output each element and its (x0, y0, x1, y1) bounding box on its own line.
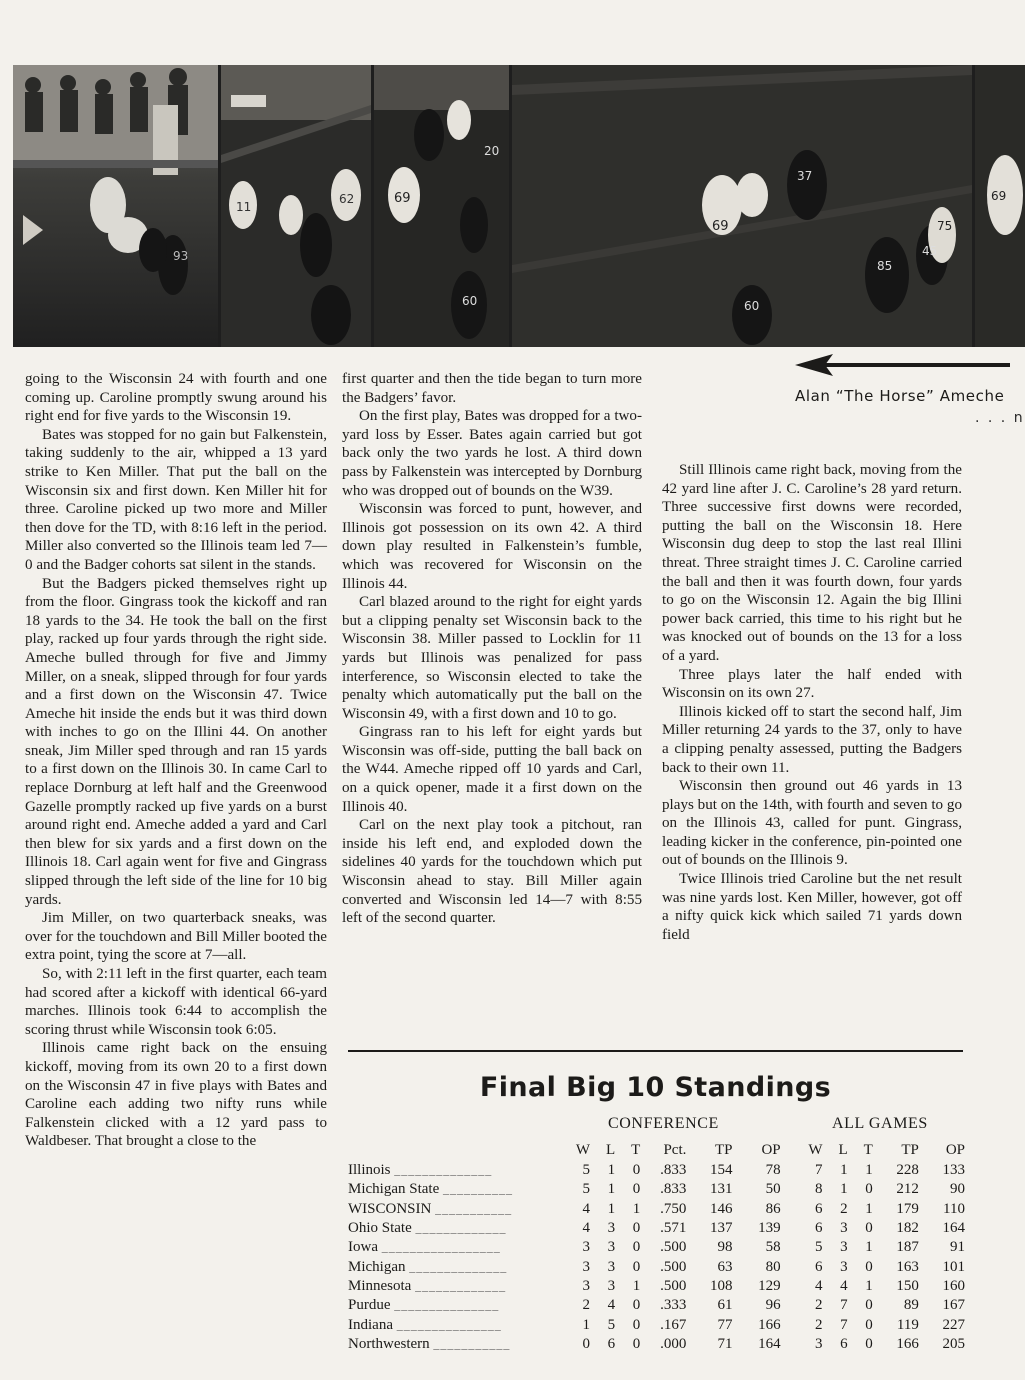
stat-cell: 131 (709, 1181, 733, 1198)
stat-cell: 166 (896, 1335, 919, 1352)
team-name: Purdue (348, 1297, 391, 1314)
stat-cell: 71 (717, 1335, 733, 1352)
paragraph: Carl on the next play took a pitchout, ran inside his left end, and exploded down the sidelines 40 yards for the touchdown which put Wisconsin ahead to stay. Bill Miller again converted and Wisconsin led 14—7 with 8:55 left of the second quarter. (342, 817, 642, 927)
stat-cell: 137 (709, 1220, 733, 1237)
stat-cell: 182 (896, 1220, 919, 1237)
stat-cell: .750 (660, 1200, 687, 1217)
leader-dots: _____________ (415, 1221, 507, 1236)
column-header: W (575, 1141, 591, 1158)
stat-cell: 63 (717, 1258, 733, 1275)
paragraph: Gingrass ran to his left for eight yards but Wisconsin was off-side, putting the ball back on the W44. Ameche ripped off 10 yards and Carl, on a quick opener, made it a first down on the Illinois 40. (342, 724, 642, 815)
stat-cell: 139 (758, 1220, 781, 1237)
stat-cell: 89 (903, 1297, 919, 1314)
jersey-number: 60 (462, 294, 478, 308)
stat-cell: 164 (942, 1220, 965, 1237)
paragraph: Illinois kicked off to start the second half, Jim Miller returning 24 yards to the 37, only to have a clipping penalty assessed, putting the Badgers back to their own 11. (662, 703, 962, 776)
paragraph: Wisconsin was forced to punt, however, and Illinois got possession on its own 42. A third down play resulted in Falkenstein’s fumble, which was recovered for Wisconsin on the Illinois 44. (342, 501, 642, 592)
stat-cell: 1 (607, 1181, 616, 1198)
paragraph: Twice Illinois tried Caroline but the net result was nine yards lost. Ken Miller, however, got off a nifty quick kick which sailed 71 yards down field (662, 871, 962, 943)
stat-cell: .000 (660, 1335, 687, 1352)
stat-cell: 5 (607, 1316, 616, 1333)
football-photo-strip (13, 65, 1025, 347)
stat-cell: 1 (840, 1162, 848, 1179)
stat-cell: 212 (896, 1181, 919, 1198)
standings-table (348, 1139, 968, 1354)
leader-dots: ___________ (433, 1336, 511, 1351)
stat-cell: 3 (607, 1258, 616, 1275)
table-row (348, 1238, 968, 1257)
table-row (348, 1257, 968, 1276)
stat-cell: 0 (582, 1335, 591, 1352)
arrow-left-icon (795, 352, 1010, 378)
stat-cell: 7 (840, 1316, 848, 1333)
stat-cell: 0 (632, 1162, 641, 1179)
leader-dots: _____________ (415, 1278, 507, 1293)
stat-cell: 3 (840, 1258, 848, 1275)
team-name: Northwestern (348, 1335, 430, 1352)
table-row (348, 1180, 968, 1199)
paragraph: Bates was stopped for no gain but Falkenstein, taking suddenly to the air, whipped a 13 yard strike to Ken Miller. That put the ball on the Wisconsin six and first down. Ken Miller hit for three. Caroline picked up two more and Miller then dove for the TD, with 8:16 left in the period. Miller also converted so the Illinois team led 7—0 and the Badger cohorts sat silent in the stands. (25, 426, 327, 573)
stat-cell: 78 (765, 1162, 781, 1179)
stat-cell: 228 (896, 1162, 919, 1179)
stat-cell: 163 (896, 1258, 919, 1275)
stat-cell: 179 (896, 1200, 919, 1217)
table-row (348, 1219, 968, 1238)
stat-cell: 8 (815, 1181, 823, 1198)
stat-cell: 4 (840, 1277, 848, 1294)
stat-cell: 3 (607, 1220, 616, 1237)
column-header: L (838, 1141, 848, 1158)
team-cell (348, 1219, 570, 1238)
paragraph: So, with 2:11 left in the first quarter, each team had scored after a kickoff with identical 66-yard marches. Illinois took 6:44 to accomplish the scoring thrust while Wisconsin took 6:05. (25, 966, 327, 1038)
stat-cell: 6 (815, 1220, 823, 1237)
team-name: Minnesota (348, 1277, 412, 1294)
stat-cell: 1 (582, 1316, 591, 1333)
team-cell (348, 1335, 570, 1354)
stat-cell: 108 (709, 1277, 733, 1294)
stat-cell: 98 (717, 1239, 733, 1256)
stat-cell: .571 (660, 1220, 687, 1237)
jersey-number: 69 (991, 189, 1007, 203)
photo-panel-5 (975, 65, 1025, 347)
article-column-2 (342, 370, 642, 928)
paragraph: Illinois came right back on the ensuing kickoff, moving from its own 20 to a first down on the Wisconsin 47 in five plays with Bates and Caroline each adding two nifty runs while Falkenstein clicked with a 12 yard pass to Waldbeser. That brought a close to the (25, 1040, 327, 1150)
table-row (348, 1200, 968, 1219)
leader-dots: ___________ (435, 1201, 513, 1216)
stat-cell: 96 (765, 1297, 781, 1314)
stat-cell: 91 (950, 1239, 965, 1256)
photo-caption-continuation: . . . n (975, 410, 1025, 426)
stat-cell: 150 (896, 1277, 919, 1294)
team-name: Michigan State (348, 1181, 440, 1198)
team-cell (348, 1180, 570, 1199)
table-row (348, 1296, 968, 1315)
all-games-header: ALL GAMES (832, 1115, 928, 1132)
jersey-number: 45 (922, 244, 938, 258)
stat-cell: 4 (607, 1297, 616, 1314)
leader-dots: __________ (442, 1182, 513, 1197)
stat-cell: 86 (765, 1200, 781, 1217)
stat-cell: 1 (865, 1277, 873, 1294)
stat-cell: 0 (865, 1335, 873, 1352)
stat-cell: 160 (942, 1277, 965, 1294)
table-row (348, 1277, 968, 1296)
section-divider (348, 1050, 963, 1052)
paragraph: first quarter and then the tide began to turn more the Badgers’ favor. (342, 371, 642, 406)
stat-cell: 0 (632, 1297, 641, 1314)
stat-cell: .500 (660, 1277, 687, 1294)
stat-cell: 6 (815, 1200, 823, 1217)
article-column-1 (25, 370, 327, 1151)
standings-rows (348, 1161, 968, 1354)
stat-cell: 50 (765, 1181, 781, 1198)
jersey-number: 37 (797, 169, 813, 183)
photo-panel-4 (512, 65, 972, 347)
stat-cell: 146 (709, 1200, 733, 1217)
stat-cell: 154 (709, 1162, 733, 1179)
jersey-number: 75 (937, 219, 953, 233)
leader-dots: _______________ (396, 1317, 502, 1332)
photo-panel-3 (374, 65, 509, 347)
leader-dots: ______________ (409, 1259, 508, 1274)
stat-cell: 7 (840, 1297, 848, 1314)
paragraph: But the Badgers picked themselves right up from the floor. Gingrass took the kickoff and ran 18 yards to the 34. He took the ball on the first play, racked up four yards through the right side. Ameche bulled through for five and Jimmy Miller, on a sneak, slipped through for four yards and a first down on the Wisconsin 47. Twice Ameche hit inside the ends but it was third down with inches to go on the Illini 44. On another sneak, Jim Miller sped through and ran 15 yards to a first down on the Illinois 30. In came Carl to replace Dornburg at left half and the Greenwood Gazelle promptly racked up five yards on a burst around right end. Ameche added a yard and Carl then blew for six yards and a first down on the Illinois 18. Carl again went for five and Gingrass slipped through the left side of the line for 10 big yards. (25, 575, 327, 908)
jersey-number: 20 (484, 144, 500, 158)
team-cell (348, 1257, 570, 1276)
stat-cell: 0 (865, 1297, 873, 1314)
column-header: TP (901, 1141, 919, 1158)
paragraph: Three plays later the half ended with Wisconsin on its own 27. (662, 666, 962, 702)
column-header: T (863, 1141, 873, 1158)
stat-cell: 0 (632, 1239, 641, 1256)
stat-cell: 6 (607, 1335, 616, 1352)
stat-cell: 110 (943, 1200, 965, 1217)
leader-dots: _________________ (381, 1240, 501, 1255)
stat-cell: 129 (758, 1277, 781, 1294)
table-row (348, 1161, 968, 1180)
stat-cell: 3 (840, 1220, 848, 1237)
stat-cell: 77 (717, 1316, 733, 1333)
stat-cell: 3 (815, 1335, 823, 1352)
photo-panel-2 (221, 65, 371, 347)
stat-cell: 4 (815, 1277, 823, 1294)
stat-cell: 1 (607, 1200, 616, 1217)
stat-cell: 3 (582, 1277, 591, 1294)
paragraph: Still Illinois came right back, moving from the 42 yard line after J. C. Caroline’s 28 yard return. Three successive first downs were recorded, putting the ball on the Wisconsin 18. Here Wisconsin dug deep to stop the last real Illini threat. Three straight times J. C. Caroline carried the ball and then it was fourth down, four yards to go on the Wisconsin 12. Again the big Illini power back carried, this time to his right but he was knocked out of bounds on the 13 for a loss of a yard. (662, 462, 962, 664)
team-name: Indiana (348, 1316, 393, 1333)
paragraph: Wisconsin then ground out 46 yards in 13 plays but on the 14th, with fourth and seven to go on the Illinois 43, called for punt. Gingrass, leading kicker in the conference, pin-pointed one out of bounds on the Illinois 9. (662, 778, 962, 869)
stat-cell: 5 (815, 1239, 823, 1256)
team-name: Iowa (348, 1239, 378, 1256)
stat-cell: 187 (896, 1239, 919, 1256)
column-header: OP (761, 1141, 781, 1158)
jersey-number: 11 (236, 200, 252, 214)
stat-cell: 1 (865, 1239, 873, 1256)
stat-cell: 0 (632, 1335, 641, 1352)
stat-cell: 3 (840, 1239, 848, 1256)
jersey-number: 85 (877, 259, 893, 273)
stat-cell: 0 (865, 1181, 873, 1198)
stat-cell: 1 (632, 1200, 641, 1217)
column-header: L (606, 1141, 616, 1158)
team-name: WISCONSIN (348, 1200, 432, 1217)
stat-cell: 166 (758, 1316, 781, 1333)
column-header: OP (945, 1141, 965, 1158)
stat-cell: 58 (765, 1239, 781, 1256)
stat-cell: 7 (815, 1162, 823, 1179)
stat-cell: 3 (582, 1239, 591, 1256)
stat-cell: 2 (815, 1316, 823, 1333)
leader-dots: ______________ (394, 1163, 493, 1178)
stat-cell: 0 (865, 1220, 873, 1237)
stat-cell: 0 (865, 1258, 873, 1275)
column-header: Pct. (663, 1141, 687, 1158)
paragraph: going to the Wisconsin 24 with fourth and one coming up. Caroline promptly swung around his right end for five yards to the Wisconsin 19. (25, 371, 327, 425)
stat-cell: 4 (582, 1200, 591, 1217)
stat-cell: 205 (942, 1335, 965, 1352)
stat-cell: 1 (865, 1162, 873, 1179)
conference-header: CONFERENCE (608, 1115, 719, 1132)
stat-cell: 4 (582, 1220, 591, 1237)
stat-cell: .833 (660, 1181, 687, 1198)
team-cell (348, 1200, 570, 1219)
team-cell (348, 1161, 570, 1180)
stat-cell: 2 (582, 1297, 591, 1314)
stat-cell: 2 (815, 1297, 823, 1314)
stat-cell: 61 (717, 1297, 733, 1314)
stat-cell: 101 (942, 1258, 965, 1275)
stat-cell: 164 (758, 1335, 781, 1352)
stat-cell: 5 (582, 1181, 591, 1198)
stat-cell: 0 (632, 1181, 641, 1198)
table-row (348, 1335, 968, 1354)
team-cell (348, 1238, 570, 1257)
jersey-number: 62 (339, 192, 355, 206)
leader-dots: _______________ (394, 1298, 500, 1313)
stat-cell: 0 (632, 1258, 641, 1275)
article-column-3 (662, 461, 962, 944)
stat-cell: 5 (582, 1162, 591, 1179)
table-header-row (348, 1139, 968, 1161)
column-header: W (808, 1141, 823, 1158)
stat-cell: .500 (660, 1239, 687, 1256)
stat-cell: 0 (632, 1316, 641, 1333)
stat-cell: 3 (582, 1258, 591, 1275)
stat-cell: 1 (865, 1200, 873, 1217)
standings-title: Final Big 10 Standings (479, 1072, 832, 1103)
stat-cell: 1 (840, 1181, 848, 1198)
stat-cell: 0 (865, 1316, 873, 1333)
team-cell (348, 1296, 570, 1315)
jersey-number: 69 (712, 219, 729, 234)
stat-cell: 227 (942, 1316, 965, 1333)
team-name: Illinois (348, 1162, 391, 1179)
jersey-number: 69 (394, 191, 411, 206)
stat-cell: .333 (660, 1297, 687, 1314)
stat-cell: 119 (896, 1316, 919, 1333)
jersey-number: 60 (744, 299, 760, 313)
stat-cell: 3 (607, 1277, 616, 1294)
jersey-number: 93 (173, 249, 189, 263)
stat-cell: 80 (765, 1258, 781, 1275)
stat-cell: .167 (660, 1316, 687, 1333)
table-row (348, 1315, 968, 1334)
stat-cell: 133 (942, 1162, 965, 1179)
stat-cell: 3 (607, 1239, 616, 1256)
team-name: Ohio State (348, 1220, 412, 1237)
team-cell (348, 1277, 570, 1296)
stat-cell: 6 (815, 1258, 823, 1275)
stat-cell: 167 (942, 1297, 965, 1314)
column-header: TP (714, 1141, 733, 1158)
team-cell (348, 1315, 570, 1334)
team-name: Michigan (348, 1258, 406, 1275)
stat-cell: 6 (840, 1335, 848, 1352)
paragraph: On the first play, Bates was dropped for a two-yard loss by Esser. Bates again carried but got back only the two yards he lost. A third down pass by Falkenstein was intercepted by Dornburg who was dropped out of bounds on the W39. (342, 408, 642, 499)
photo-panel-1 (13, 65, 218, 347)
paragraph: Jim Miller, on two quarterback sneaks, was over for the touchdown and Bill Miller booted the extra point, tying the score at 7—all. (25, 910, 327, 964)
paragraph: Carl blazed around to the right for eight yards but a clipping penalty set Wisconsin back to the Wisconsin 38. Miller passed to Locklin for 11 yards but Illinois was penalized for pass interference, so Wisconsin elected to take the penalty which automatically put the ball on the Wisconsin 49, with a first down and 10 to go. (342, 594, 642, 722)
stat-cell: .500 (660, 1258, 687, 1275)
stat-cell: 90 (950, 1181, 965, 1198)
column-header: T (631, 1141, 641, 1158)
stat-cell: 0 (632, 1220, 641, 1237)
stat-cell: 2 (840, 1200, 848, 1217)
stat-cell: 1 (632, 1277, 641, 1294)
photo-caption: Alan “The Horse” Ameche (795, 387, 1005, 405)
stat-cell: .833 (660, 1162, 687, 1179)
stat-cell: 1 (607, 1162, 616, 1179)
